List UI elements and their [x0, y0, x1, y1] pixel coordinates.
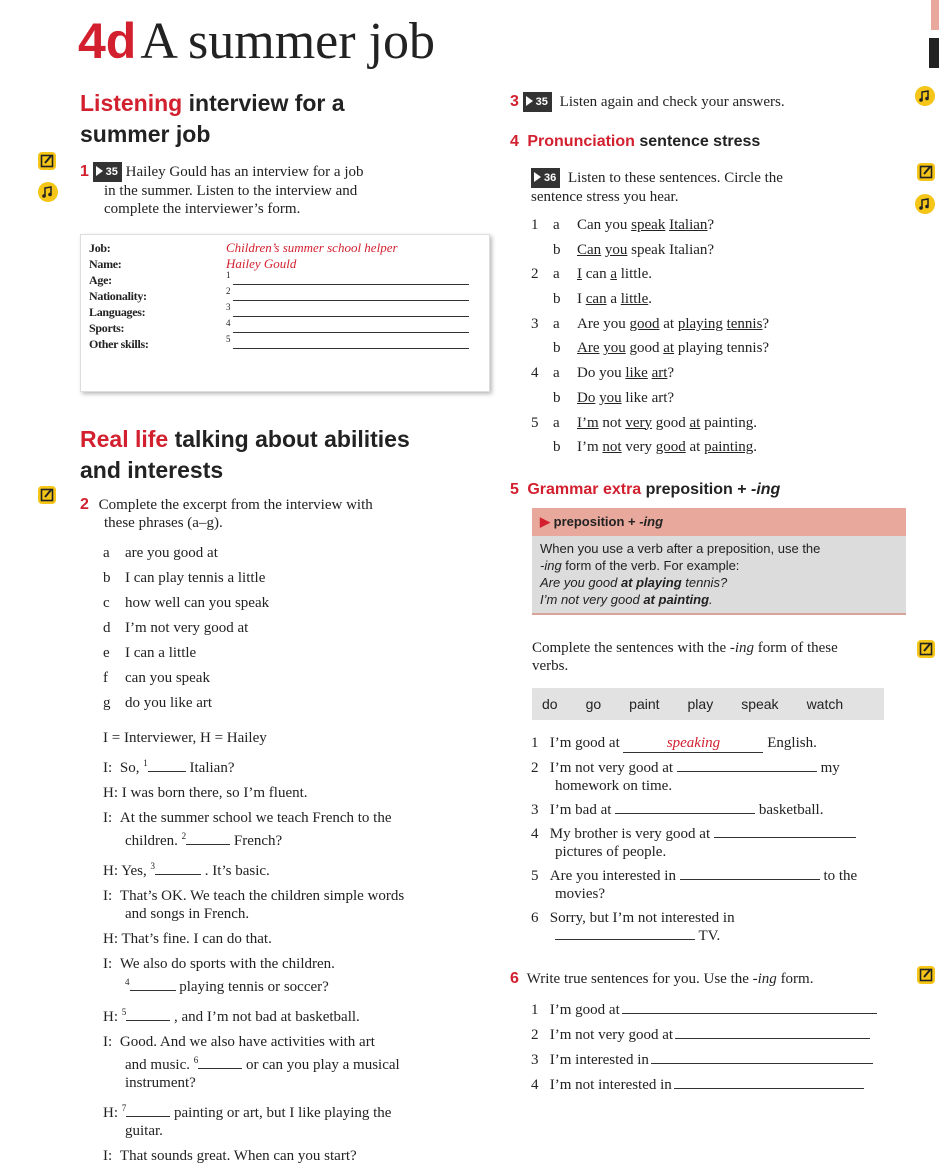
phrase-item: a are you good at — [103, 545, 218, 561]
sentence-text: good — [625, 340, 664, 357]
list-item: 1 I’m good at speaking English. — [531, 735, 817, 751]
blank-number: 4 — [226, 318, 231, 328]
stressed-word: painting — [704, 439, 754, 456]
form-label: Other skills: — [89, 337, 149, 351]
dialogue-line: I: Good. And we also have activities with art and music. $^6$ or can you play a musical instrument? — [103, 1034, 400, 1091]
audio-icon[interactable] — [915, 194, 935, 214]
verb-option: do — [542, 696, 558, 712]
stressed-word: you — [599, 389, 622, 406]
sentence-text: Do you — [577, 365, 626, 382]
stress-sentence[interactable]: 2 a I can a little. — [531, 266, 652, 283]
exercise-5-instructions: Complete the sentences with the -ing form of these verbs. — [532, 640, 838, 674]
interviewer-form — [80, 234, 490, 392]
sentence-text: painting. — [700, 414, 757, 431]
stress-sentence[interactable]: b Can you speak Italian? — [553, 241, 715, 258]
form-blank[interactable] — [233, 348, 469, 349]
stressed-word: at — [663, 340, 675, 357]
answer-blank[interactable] — [680, 867, 820, 880]
answer-blank[interactable] — [651, 1051, 873, 1064]
verb-bank — [532, 688, 884, 720]
sentence-text: ? — [707, 217, 715, 233]
answer-blank[interactable] — [675, 1026, 870, 1039]
stressed-word: can — [585, 291, 607, 308]
list-item: 4 I’m not interested in — [531, 1076, 911, 1101]
phrase-list — [103, 544, 463, 719]
answer-blank[interactable] — [674, 1076, 864, 1089]
verb-option: paint — [629, 696, 660, 712]
list-item: 1 I’m good at — [531, 1001, 911, 1026]
page-edge-mark — [931, 0, 939, 30]
answer-blank[interactable] — [126, 1008, 170, 1021]
list-item: 4 My brother is very good at pictures of people. — [531, 825, 911, 861]
blank-number: 3 — [226, 302, 231, 312]
answer-blank[interactable] — [677, 759, 817, 772]
stressed-word: not — [602, 439, 622, 456]
stress-sentence[interactable]: 4 a Do you like art? — [531, 365, 675, 382]
phrase-item: g do you like art — [103, 695, 213, 711]
stressed-word: you — [604, 241, 628, 258]
dialogue-line: I: We also do sports with the children. $^4$ playing tennis or soccer? — [103, 956, 335, 995]
form-label: Name: — [89, 257, 122, 271]
stress-sentence[interactable]: b Are you good at playing tennis? — [553, 340, 770, 357]
stress-sentence[interactable]: 3 a Are you good at playing tennis? — [531, 315, 770, 332]
arrow-right-icon: ▶ — [540, 514, 550, 529]
form-row — [89, 270, 484, 289]
phrase-item: b I can play tennis a little — [103, 570, 266, 586]
stressed-word: at — [689, 414, 701, 431]
grammar-box-header: ▶ preposition + -ing — [532, 508, 906, 536]
stressed-word: tennis — [726, 315, 763, 332]
sentence-text: not — [598, 414, 626, 431]
sentence-text: at — [659, 315, 678, 332]
real-life-heading: Real life talking about abilities and interests — [80, 426, 410, 483]
stressed-word: art — [651, 365, 668, 382]
form-value: Hailey Gould — [226, 256, 297, 271]
stressed-word: you — [603, 340, 626, 357]
stressed-word: very — [625, 414, 652, 431]
play-icon — [534, 172, 541, 182]
list-item: 2 I’m not very good at my homework on time. — [531, 760, 840, 794]
pencil-icon — [917, 163, 935, 181]
phrase-item: f can you speak — [103, 670, 210, 686]
stressed-word: a — [610, 266, 617, 283]
phrase-item: c how well can you speak — [103, 595, 270, 611]
pronunciation-heading: 4 Pronunciation sentence stress — [510, 133, 761, 150]
answer-blank[interactable] — [198, 1056, 242, 1069]
stressed-word: playing — [677, 315, 723, 332]
sentence-text: speak Italian? — [627, 241, 715, 258]
blank-number: 1 — [226, 270, 231, 280]
verb-option: play — [687, 696, 714, 712]
grammar-heading: 5 Grammar extra preposition + -ing — [510, 481, 781, 498]
stress-sentence[interactable]: b Do you like art? — [553, 389, 675, 406]
stressed-word: good — [655, 439, 686, 456]
form-row — [89, 257, 484, 273]
stress-sentences — [531, 216, 891, 463]
form-label: Age: — [89, 273, 112, 287]
dialogue-line: I: So, $^1$ Italian? — [103, 758, 235, 776]
sentence-text: little. — [617, 266, 652, 283]
list-item: 5 Are you interested in to the movies? — [531, 868, 858, 902]
exercise-2: 2 Complete the excerpt from the interview with these phrases (a–g). — [80, 496, 373, 531]
dialogue-line: I: That’s OK. We teach the children simple words and songs in French. — [103, 888, 405, 922]
pencil-icon — [38, 486, 56, 504]
blank-number: 2 — [226, 286, 231, 296]
answer-blank[interactable] — [186, 832, 230, 845]
sentence-text: . — [648, 291, 652, 308]
stressed-word: like — [625, 365, 648, 382]
play-icon — [526, 96, 533, 106]
audio-icon[interactable] — [38, 182, 58, 202]
form-row — [89, 241, 484, 257]
exercise-6-sentences — [531, 1001, 911, 1101]
pencil-icon — [38, 152, 56, 170]
phrase-item: d I’m not very good at — [103, 620, 249, 636]
grammar-box — [532, 508, 906, 615]
stressed-word: Do — [577, 389, 596, 406]
verb-option: speak — [741, 696, 779, 712]
dialogue-line: H: Yes, $^3$ . It’s basic. — [103, 861, 270, 879]
form-label: Job: — [89, 241, 111, 255]
page-title — [78, 12, 435, 71]
answer-blank[interactable] — [148, 759, 186, 772]
sentence-text: I — [577, 291, 586, 308]
dialogue-line: H: I was born there, so I’m fluent. — [103, 785, 308, 801]
listening-heading: Listening interview for a summer job — [80, 90, 345, 147]
list-item: 2 I’m not very good at — [531, 1026, 911, 1051]
form-label: Sports: — [89, 321, 125, 335]
stressed-word: I’m — [577, 414, 599, 431]
dialogue-line: H: That’s fine. I can do that. — [103, 931, 272, 947]
dialogue-line: H: $^7$ painting or art, but I like playing the guitar. — [103, 1103, 392, 1139]
exercise-3: 3 35 Listen again and check your answers. — [510, 93, 785, 110]
play-icon — [96, 166, 103, 176]
form-blank[interactable] — [233, 316, 469, 317]
sentence-text: I’m — [577, 439, 603, 456]
audio-track-badge[interactable]: 36 — [531, 168, 560, 188]
sentence-text: playing tennis? — [674, 340, 770, 357]
phrase-item: e I can a little — [103, 645, 197, 661]
form-label: Languages: — [89, 305, 146, 319]
exercise-6: 6 Write true sentences for you. Use the -ing form. — [510, 970, 814, 987]
answer-blank[interactable] — [130, 978, 176, 991]
lesson-code: 4d — [78, 13, 137, 69]
example-answer: speaking — [623, 734, 763, 753]
audio-track-badge[interactable]: 35 — [523, 92, 552, 112]
exercise-5-sentences — [531, 734, 911, 945]
pencil-icon — [917, 966, 935, 984]
stress-sentence[interactable]: 1 a Can you speak Italian? — [531, 217, 715, 233]
sentence-text: can — [582, 266, 611, 283]
form-label: Nationality: — [89, 289, 147, 303]
audio-track-badge[interactable]: 35 — [93, 162, 122, 182]
list-item: 3 I’m interested in — [531, 1051, 911, 1076]
answer-blank[interactable] — [615, 801, 755, 814]
form-blank[interactable] — [233, 300, 469, 301]
stressed-word: I — [577, 266, 582, 283]
sentence-text: like art? — [621, 389, 675, 406]
lesson-title: A summer job — [140, 13, 436, 70]
list-item: 3 I’m bad at basketball. — [531, 802, 824, 818]
sentence-text: ? — [762, 315, 770, 332]
stressed-word: speak — [631, 217, 666, 233]
answer-blank[interactable] — [555, 927, 695, 940]
stressed-word: Can — [577, 241, 602, 258]
stressed-word: little — [620, 291, 649, 308]
page-edge-bar — [929, 38, 939, 68]
form-row — [89, 334, 484, 353]
dialogue-line: H: $^5$ , and I’m not bad at basketball. — [103, 1007, 360, 1025]
list-item: 6 Sorry, but I’m not interested in TV. — [531, 910, 735, 944]
sentence-text: ? — [667, 365, 675, 382]
pencil-icon — [917, 640, 935, 658]
form-blank[interactable] — [233, 284, 469, 285]
sentence-text: Can you — [577, 217, 632, 233]
sentence-text: . — [753, 439, 757, 456]
answer-blank[interactable] — [155, 862, 201, 875]
sentence-text: at — [685, 439, 705, 456]
sentence-text: good — [652, 414, 690, 431]
grammar-box-body: When you use a verb after a preposition, use the -ing form of the verb. For example: Are you good at playing tennis? I’m not very good at painting. — [532, 536, 906, 613]
dialogue — [103, 729, 503, 1165]
dialogue-line: I: That sounds great. When can you start? — [103, 1148, 357, 1164]
form-blank[interactable] — [233, 332, 469, 333]
audio-icon[interactable] — [915, 86, 935, 106]
dialogue-line: I: At the summer school we teach French to the children. $^2$ French? — [103, 810, 392, 849]
verb-option: watch — [806, 696, 844, 712]
sentence-text: very — [621, 439, 656, 456]
stress-sentence[interactable]: 5 a I’m not very good at painting. — [531, 414, 757, 431]
form-row — [89, 318, 484, 337]
stressed-word: Are — [577, 340, 600, 357]
exercise-1: 1 35 Hailey Gould has an interview for a job in the summer. Listen to the interview and complete the interviewer’s form. — [80, 163, 364, 217]
sentence-text: Are you — [577, 315, 630, 332]
blank-number: 5 — [226, 334, 231, 344]
exercise-4-instructions: 36 Listen to these sentences. Circle the sentence stress you hear. — [531, 170, 783, 205]
form-row — [89, 302, 484, 321]
speaker-key: I = Interviewer, H = Hailey — [103, 730, 267, 746]
stressed-word: Italian — [669, 217, 708, 233]
form-row — [89, 286, 484, 305]
stress-sentence[interactable]: b I can a little. — [553, 291, 652, 308]
stress-sentence[interactable]: b I’m not very good at painting. — [553, 439, 757, 456]
verb-option: go — [585, 696, 602, 712]
form-value: Children’s summer school helper — [226, 240, 398, 255]
stressed-word: good — [629, 315, 660, 332]
sentence-text: a — [606, 291, 621, 308]
answer-blank[interactable] — [714, 825, 856, 838]
answer-blank[interactable] — [126, 1104, 170, 1117]
answer-blank[interactable] — [622, 1001, 877, 1014]
